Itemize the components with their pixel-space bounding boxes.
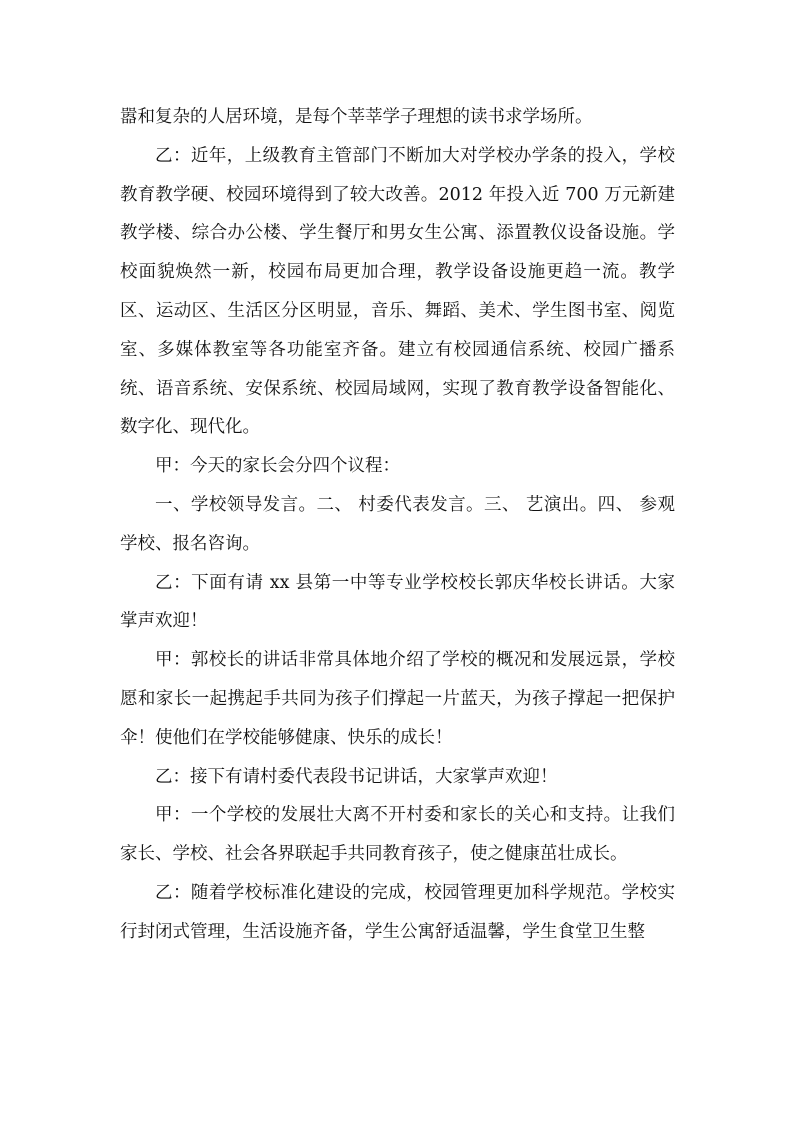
paragraph-campus-investment: 乙：近年，上级教育主管部门不断加大对学校办学条的投入，学校教育教学硬、校园环境得到了较大改善。2012 年投入近 700 万元新建教学楼、综合办公楼、学生餐厅和男女生公寓、添置教仪设备设施。学校面貌焕然一新，校园布局更加合理，教学设备设施更趋一流。教学区、运动区、生活区分区明显，音乐、舞蹈、美术、学生图书室、阅览室、多媒体教室等各功能室齐备。建立有校园通信系统、校园广播系统、语音系统、安保系统、校园局域网，实现了教育教学设备智能化、数字化、现代化。 (120, 145, 675, 438)
paragraph-principal-intro: 乙：下面有请 xx 县第一中等专业学校校长郭庆华校长讲话。大家掌声欢迎！ (120, 572, 675, 632)
paragraph-agenda-intro: 甲：今天的家长会分四个议程： (155, 456, 400, 477)
paragraph-agenda-items: 一、学校领导发言。二、 村委代表发言。三、 艺演出。四、 参观学校、报名咨询。 (120, 494, 675, 554)
paragraph-village-intro: 乙：接下有请村委代表段书记讲话，大家掌声欢迎！ (155, 766, 558, 787)
paragraph-continuation: 嚣和复杂的人居环境，是每个莘莘学子理想的读书求学场所。 (120, 107, 593, 127)
paragraph-principal-summary: 甲：郭校长的讲话非常具体地介绍了学校的概况和发展远景，学校愿和家长一起携起手共同为孩子们撑起一片蓝天，为孩子撑起一把保护伞！使他们在学校能够健康、快乐的成长！ (120, 650, 675, 748)
paragraph-campus-management: 乙：随着学校标准化建设的完成，校园管理更加科学规范。学校实行封闭式管理，生活设施齐备，学生公寓舒适温馨，学生食堂卫生整 (120, 882, 675, 942)
paragraph-village-summary: 甲：一个学校的发展壮大离不开村委和家长的关心和支持。让我们家长、学校、社会各界联起手共同教育孩子，使之健康茁壮成长。 (120, 805, 675, 865)
document-body (120, 98, 675, 952)
